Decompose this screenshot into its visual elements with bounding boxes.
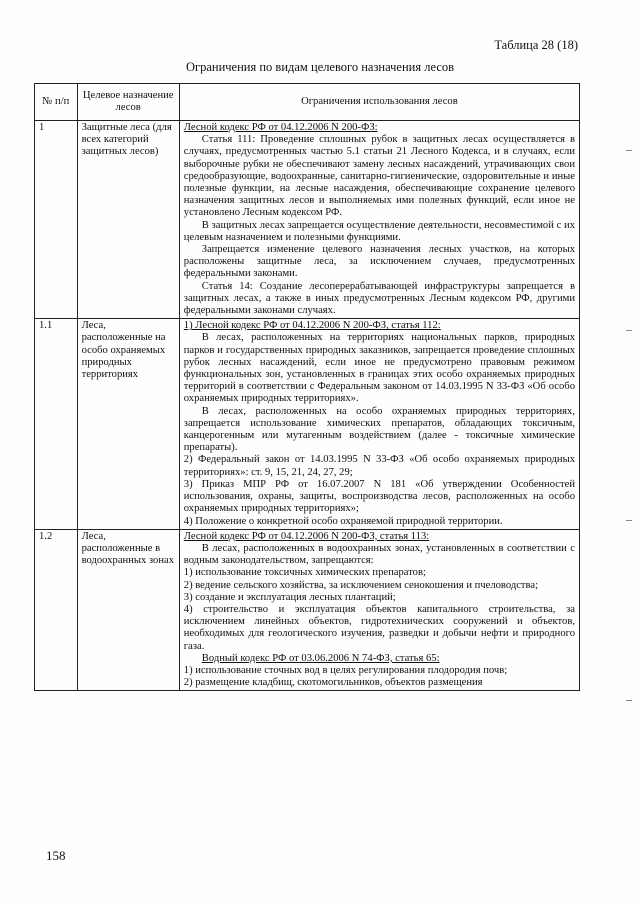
table-number: Таблица 28 (18) — [494, 38, 578, 52]
row-purpose: Защитные леса (для всех категорий защитных лесов) — [77, 121, 179, 319]
scan-edge-mark — [626, 520, 632, 521]
restriction-paragraph: В лесах, расположенных в водоохранных зонах, установленных в соответствии с водным законодательством, запрещаются: — [183, 542, 575, 567]
header-purpose: Целевое назначение лесов — [77, 84, 179, 121]
restriction-paragraph: 1) использование сточных вод в целях регулирования плодородия почв; — [183, 664, 508, 676]
row-number: 1.2 — [35, 529, 78, 691]
row-restrictions — [179, 319, 579, 529]
restriction-paragraph — [184, 653, 575, 665]
header-num: № п/п — [35, 84, 78, 121]
restriction-paragraph: 3) создание и эксплуатация лесных плантаций; — [183, 591, 396, 603]
restriction-paragraph: В лесах, расположенных на особо охраняемых природных территориях, запрещается использование химических препаратов, обладающих токсичным, канцерогенным или мутагенным воздействием (далее - токсичные химические препараты). — [183, 405, 575, 454]
restriction-paragraph — [184, 320, 575, 332]
restriction-paragraph: Статья 111: Проведение сплошных рубок в защитных лесах осуществляется в случаях, предусмотренных частью 5.1 статьи 21 Лесного Кодекса, и в случаях, если выборочные рубки не обеспечивают замену лесных насаждений, утрачивающих свои средообразующие, водоохранные, санитарно-гигиенические, оздоровительные и иные полезные функции, на лесные насаждения, обеспечивающие сохранение целевого назначения защитных лесов и выполняемых ими полезных функций, если иное не установлено Лесным кодексом РФ. — [183, 134, 575, 219]
scan-edge-mark — [626, 330, 632, 331]
row-restrictions — [179, 529, 579, 691]
law-reference-link[interactable]: Водный кодекс РФ от 03.06.2006 N 74-ФЗ, статья 65: — [201, 652, 440, 664]
table-row — [35, 121, 580, 319]
restriction-paragraph: 2) Федеральный закон от 14.03.1995 N 33-ФЗ «Об особо охраняемых природных территориях»: ст. 9, 15, 21, 24, 27, 29; — [183, 454, 575, 478]
scan-edge-mark — [626, 700, 632, 701]
restriction-paragraph: В защитных лесах запрещается осуществление деятельности, несовместимой с их целевым назначением и полезными функциями. — [183, 219, 575, 243]
row-purpose: Леса, расположенные в водоохранных зонах — [77, 529, 179, 691]
restriction-paragraph: 4) строительство и эксплуатация объектов капитального строительства, за исключением линейных объектов, гидротехнических сооружений и объектов, необходимых для геологического изучения, разведки и добычи нефти и природного газа. — [183, 603, 575, 652]
scan-edge-mark — [626, 150, 632, 151]
restriction-paragraph: 4) Положение о конкретной особо охраняемой природной территории. — [183, 515, 503, 527]
restriction-paragraph: 2) ведение сельского хозяйства, за исключением сенокошения и пчеловодства; — [183, 579, 539, 591]
header-restrictions: Ограничения использования лесов — [179, 84, 579, 121]
row-restrictions — [179, 121, 579, 319]
table-header-row — [35, 84, 580, 121]
restriction-paragraph: 3) Приказ МПР РФ от 16.07.2007 N 181 «Об утверждении Особенностей использования, охраны, защиты, воспроизводства лесов, расположенных на особо охраняемых природных территориях»; — [183, 478, 575, 515]
page-number: 158 — [46, 848, 66, 863]
restriction-paragraph: В лесах, расположенных на территориях национальных парков, природных парков и государственных природных заказников, запрещается проведение сплошных рубок лесных насаждений, если иное не предусмотрено правовым режимом функциональных зон, установленных в границах этих особо охраняемых природных территорий в соответствии с Федеральным законом от 14.03.1995 N 33-ФЗ «Об особо охраняемых природных территориях». — [183, 332, 575, 405]
restriction-paragraph: 1) использование токсичных химических препаратов; — [183, 567, 426, 579]
table-row — [35, 529, 580, 691]
law-reference-link[interactable]: Лесной кодекс РФ от 04.12.2006 N 200-ФЗ: — [183, 122, 378, 133]
law-reference-link[interactable]: Лесной кодекс РФ от 04.12.2006 N 200-ФЗ, статья 113: — [183, 530, 430, 542]
law-reference-link[interactable]: 1) Лесной кодекс РФ от 04.12.2006 N 200-ФЗ, статья 112: — [183, 320, 441, 332]
row-number: 1.1 — [35, 319, 78, 529]
table-row — [35, 319, 580, 529]
table-body — [35, 121, 580, 691]
restriction-paragraph — [184, 122, 575, 134]
restriction-paragraph: 2) размещение кладбищ, скотомогильников, объектов размещения — [183, 677, 483, 689]
restrictions-table — [34, 83, 580, 691]
row-number: 1 — [35, 121, 78, 319]
restriction-paragraph: Запрещается изменение целевого назначения лесных участков, на которых расположены защитные леса, за исключением случаев, предусмотренных федеральными законами. — [183, 244, 575, 280]
restriction-paragraph — [184, 531, 575, 543]
restriction-paragraph: Статья 14: Создание лесоперерабатывающей инфраструктуры запрещается в защитных лесах, а также в иных предусмотренных Лесным кодексом РФ, другими федеральными законами случаях. — [183, 280, 575, 317]
row-purpose: Леса, расположенные на особо охраняемых природных территориях — [77, 319, 179, 529]
table-title: Ограничения по видам целевого назначения лесов — [185, 60, 455, 74]
